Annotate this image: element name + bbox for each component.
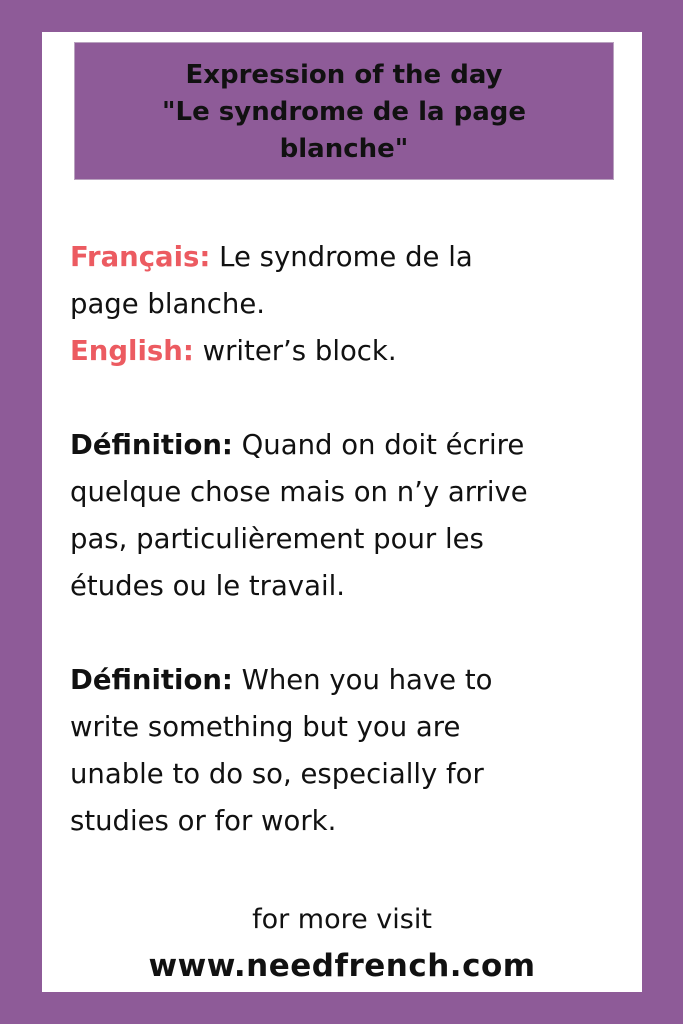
spacer [70, 610, 615, 657]
francais-label: Français: [70, 241, 211, 273]
english-text: writer’s block. [193, 335, 397, 367]
definition-en-label: Définition: [70, 664, 233, 696]
footer-visit-text: for more visit [252, 904, 432, 935]
header-expression-line2: blanche" [279, 134, 409, 164]
definition-fr-entry [70, 422, 615, 469]
english-entry [70, 328, 615, 375]
header-expression-line1: "Le syndrome de la page [161, 97, 526, 127]
expression-body [70, 234, 615, 845]
definition-fr-line1: Quand on doit écrire [232, 429, 525, 461]
definition-en-line3: unable to do so, especially for [70, 758, 484, 790]
definition-en-line1: When you have to [232, 664, 493, 696]
content-card [42, 32, 642, 992]
definition-en-line4: studies or for work. [70, 805, 337, 837]
website-link[interactable]: www.needfrench.com [148, 948, 536, 984]
francais-entry [70, 234, 615, 281]
definition-fr-label: Définition: [70, 429, 233, 461]
spacer [70, 375, 615, 422]
definition-fr-line2: quelque chose mais on n’y arrive [70, 476, 528, 508]
definition-en-line2: write something but you are [70, 711, 461, 743]
definition-fr-line3: pas, particulièrement pour les [70, 523, 484, 555]
definition-en-entry [70, 657, 615, 704]
francais-text-line1: Le syndrome de la [210, 241, 473, 273]
header-title: Expression of the day [185, 60, 503, 90]
header-banner [74, 42, 614, 180]
definition-fr-line4: études ou le travail. [70, 570, 345, 602]
francais-text-line2: page blanche. [70, 288, 266, 320]
english-label: English: [70, 335, 194, 367]
